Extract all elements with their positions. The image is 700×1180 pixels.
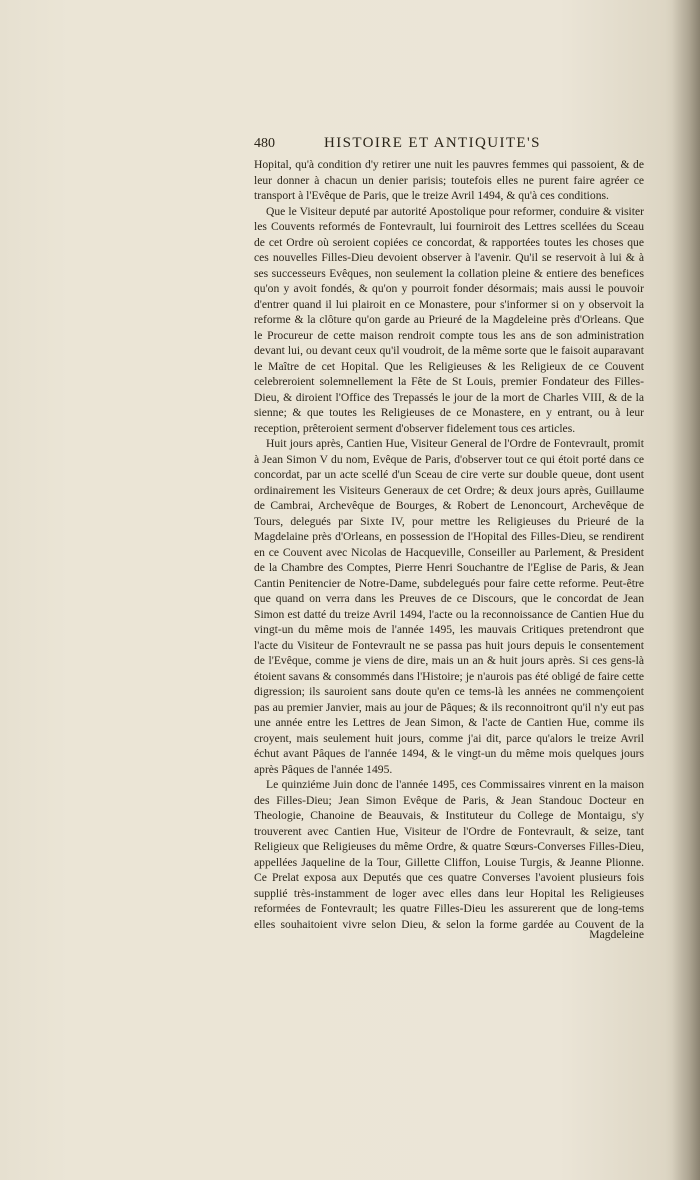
catchword: Magdeleine bbox=[589, 928, 644, 941]
paragraph-1: Hopital, qu'à condition d'y retirer une nuit les pauvres femmes qui passoient, & de leur donner à chacun un denier parisis; toutefois elles ne purent faire agréer ce transport à l'Evêque de Paris, que le treize Avril 1494, & qu'à ces conditions. bbox=[254, 158, 644, 202]
text-block bbox=[254, 157, 644, 932]
paragraph-2: Que le Visiteur deputé par autorité Apostolique pour reformer, conduire & visiter les Couvents reformés de Fontevrault, lui fourniroit des Lettres scellées du Sceau de cet Ordre où seroient copiées ce concordat, & rapportées toutes les choses que ces nouvelles Filles-Dieu devoient observer à l'avenir. Qu'il se reservoit à lui & à ses successeurs Evêques, non seulement la collation pleine & entiere des benefices qu'on y avoit fondés, & qu'on y pourroit fonder désormais; mais aussi le pouvoir d'entrer quand il lui plairoit en ce Monastere, pour s'informer si on y observoit la reforme & la clôture qu'on garde au Prieuré de la Magdeleine près d'Orleans. Que le Procureur de cette maison rendroit compte tous les ans de son administration devant lui, ou devant ceux qu'il voudroit, de la même sorte que le faisoit auparavant le Maître de cet Hopital. Que les Religieuses & les Religieux de ce Couvent celebreroient solemnellement la Fête de St Louis, premier Fondateur des Filles-Dieu, & diroient l'Office des Trepassés le jour de la mort de Charles VIII, & de la sienne; & que toutes les Religieuses de ce Monastere, en y entrant, ou à leur reception, prêteroient serment d'observer fidelement tous ces articles. bbox=[254, 204, 644, 435]
paragraph-3: Huit jours après, Cantien Hue, Visiteur General de l'Ordre de Fontevrault, promit à Jean Simon V du nom, Evêque de Paris, d'observer tout ce qui étoit porté dans ce concordat, par un acte scellé d'un Sceau de cire verte sur double queue, dont usent ordinairement les Visiteurs Generaux de cet Ordre; & deux jours après, Guillaume de Cambrai, Archevêque de Bourges, & Robert de Lenoncourt, Archevêque de Tours, delegués par Sixte IV, pour mettre les Religieuses du Prieuré de la Magdelaine près d'Orleans, en possession de l'Hopital des Filles-Dieu, se rendirent en ce Couvent avec Nicolas de Hacqueville, Conseiller au Parlement, & President de la Chambre des Comptes, Pierre Henri Souchantre de l'Eglise de Paris, & Jean Cantin Penitencier de Notre-Dame, subdelegués pour faire cette reforme. Peut-être que quand on verra dans les Preuves de ce Discours, que le concordat de Jean Simon est datté du treize Avril 1494, l'acte ou la reconnoissance de Cantien Hue du vingt-un du même mois de l'année 1495, les mauvais Critiques pretendront que l'acte du Visiteur de Fontevrault ne se passa pas huit jours depuis le consentement de l'Evêque, comme je viens de dire, mais un an & huit jours après. Si ces gens-là étoient savans & consommés dans l'Histoire; je n'aurois pas été obligé de faire cette digression; ils sauroient sans doute qu'en ce tems-là les années ne commençoient pas au premier Janvier, mais au jour de Pâques; & ils reconnoitront qu'il n'y eut pas une année entre les Lettres de Jean Simon, & l'acte de Cantien Hue, comme ils croyent, mais seulement huit jours, comme j'ai dit, parce qu'alors le treize Avril échut avant Pâques de l'année 1494, & le vingt-un du même mois quelques jours après Pâques de l'année 1495. bbox=[254, 437, 644, 776]
page-number: 480 bbox=[254, 136, 275, 151]
binding-shadow bbox=[672, 0, 700, 1180]
running-title: HISTOIRE ET ANTIQUITE'S bbox=[324, 135, 541, 151]
running-head bbox=[254, 135, 646, 155]
paragraph-4: Le quinziéme Juin donc de l'année 1495, ces Commissaires vinrent en la maison des Filles-Dieu; Jean Simon Evêque de Paris, & Jean Standouc Docteur en Theologie, Chanoine de Beauvais, & Instituteur du College de Montaigu, s'y trouverent avec Cantien Hue, Visiteur de l'Ordre de Fontevrault, & seize, tant Religieux que Religieuses du même Ordre, & quatre Sœurs-Converses Filles-Dieu, appellées Jaqueline de la Tour, Gillette Cliffon, Louise Turgis, & Jeanne Plionne. Ce Prelat exposa aux Deputés que ces quatre Converses l'avoient plusieurs fois supplié très-instamment de loger avec elles dans leur Hopital les Religieuses reformées de Fontevrault; les quatre Filles-Dieu les assurerent que de long-tems elles souhaitoient vivre selon Dieu, & selon la forme gardée au Couvent de la bbox=[254, 778, 644, 931]
